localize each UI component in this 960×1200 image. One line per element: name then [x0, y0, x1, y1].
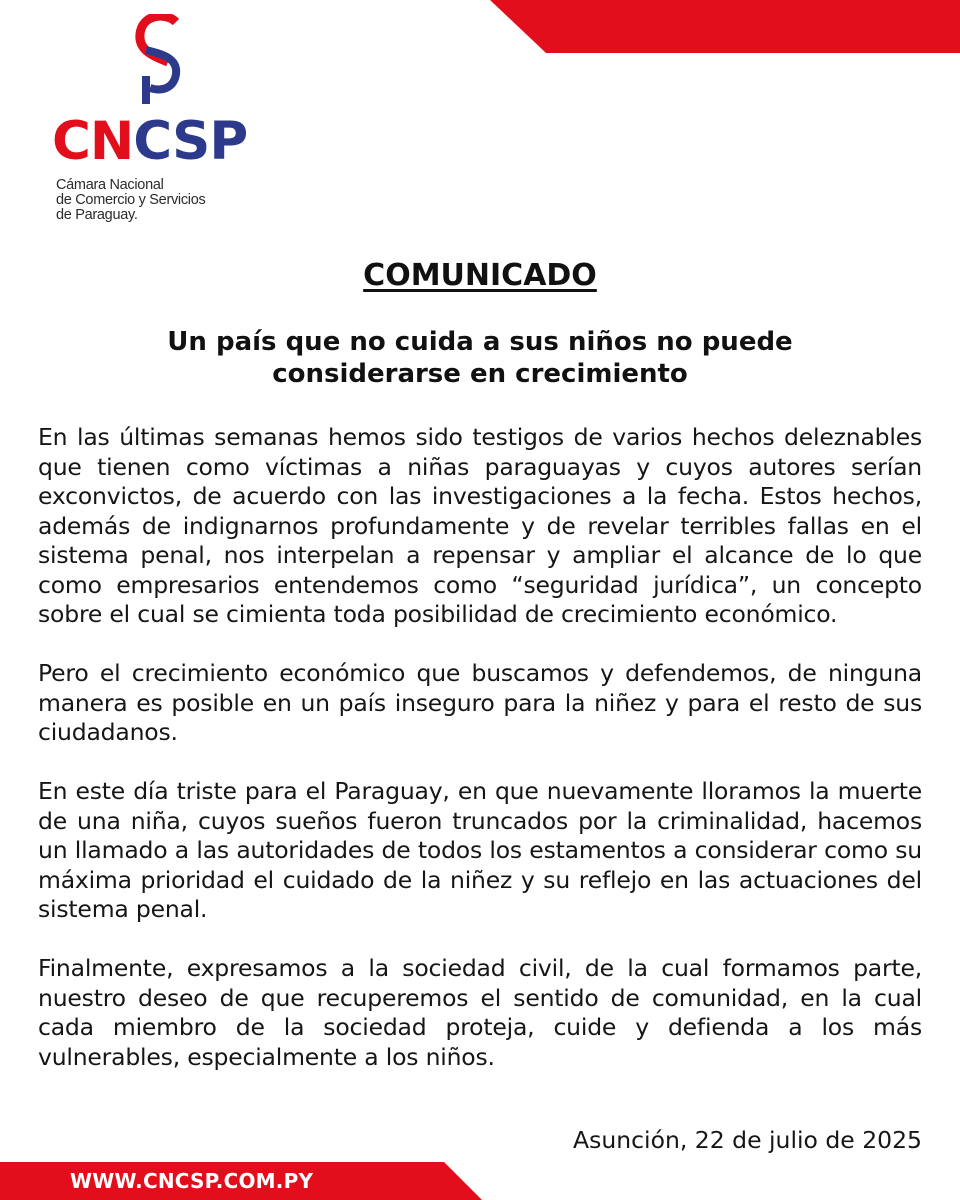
document-heading: [0, 256, 960, 296]
tagline-line: Cámara Nacional: [56, 177, 164, 193]
document-body: [38, 423, 922, 1072]
tagline-line: de Comercio y Servicios: [56, 192, 206, 208]
document-subtitle: [60, 326, 900, 390]
wordmark-csp: CSP: [133, 111, 248, 172]
logo-tagline: [56, 178, 205, 223]
body-paragraph: En este día triste para el Paraguay, en que nuevamente lloramos la muerte de una niña, cuyos sueños fueron truncados por la criminalidad, hacemos un llamado a las autoridades de todos los estamentos a considerar como su máxima prioridad el cuidado de la niñez y su reflejo en las actuaciones del sistema penal.: [38, 777, 922, 923]
heading-text: COMUNICADO: [363, 258, 597, 293]
body-paragraph: Pero el crecimiento económico que buscamos y defendemos, de ninguna manera es posible en un país inseguro para la niñez y para el resto de sus ciudadanos.: [38, 659, 922, 746]
wordmark-cn: CN: [52, 111, 134, 172]
cs-monogram-icon: [132, 14, 184, 106]
cncsp-logo: [52, 14, 292, 234]
tagline-line: de Paraguay.: [56, 207, 138, 223]
subtitle-line: Un país que no cuida a sus niños no puede: [167, 327, 793, 357]
body-paragraph: Finalmente, expresamos a la sociedad civil, de la cual formamos parte, nuestro deseo de que recuperemos el sentido de comunidad, en la cual cada miembro de la sociedad proteja, cuide y defienda a los más vulnerables, especialmente a los niños.: [38, 954, 922, 1071]
website-link[interactable]: WWW.CNCSP.COM.PY: [70, 1169, 314, 1193]
signature-date: Asunción, 22 de julio de 2025: [573, 1126, 922, 1154]
subtitle-line: considerarse en crecimiento: [272, 359, 688, 389]
logo-wordmark: [52, 112, 247, 172]
body-paragraph: En las últimas semanas hemos sido testigos de varios hechos deleznables que tienen como víctimas a niñas paraguayas y cuyos autores serían exconvictos, de acuerdo con las investigaciones a la fecha. Estos hechos, además de indignarnos profundamente y de revelar terribles fallas en el sistema penal, nos interpelan a repensar y ampliar el alcance de lo que como empresarios entendemos como “seguridad jurídica”, un concepto sobre el cual se cimienta toda posibilidad de crecimiento económico.: [38, 423, 922, 628]
